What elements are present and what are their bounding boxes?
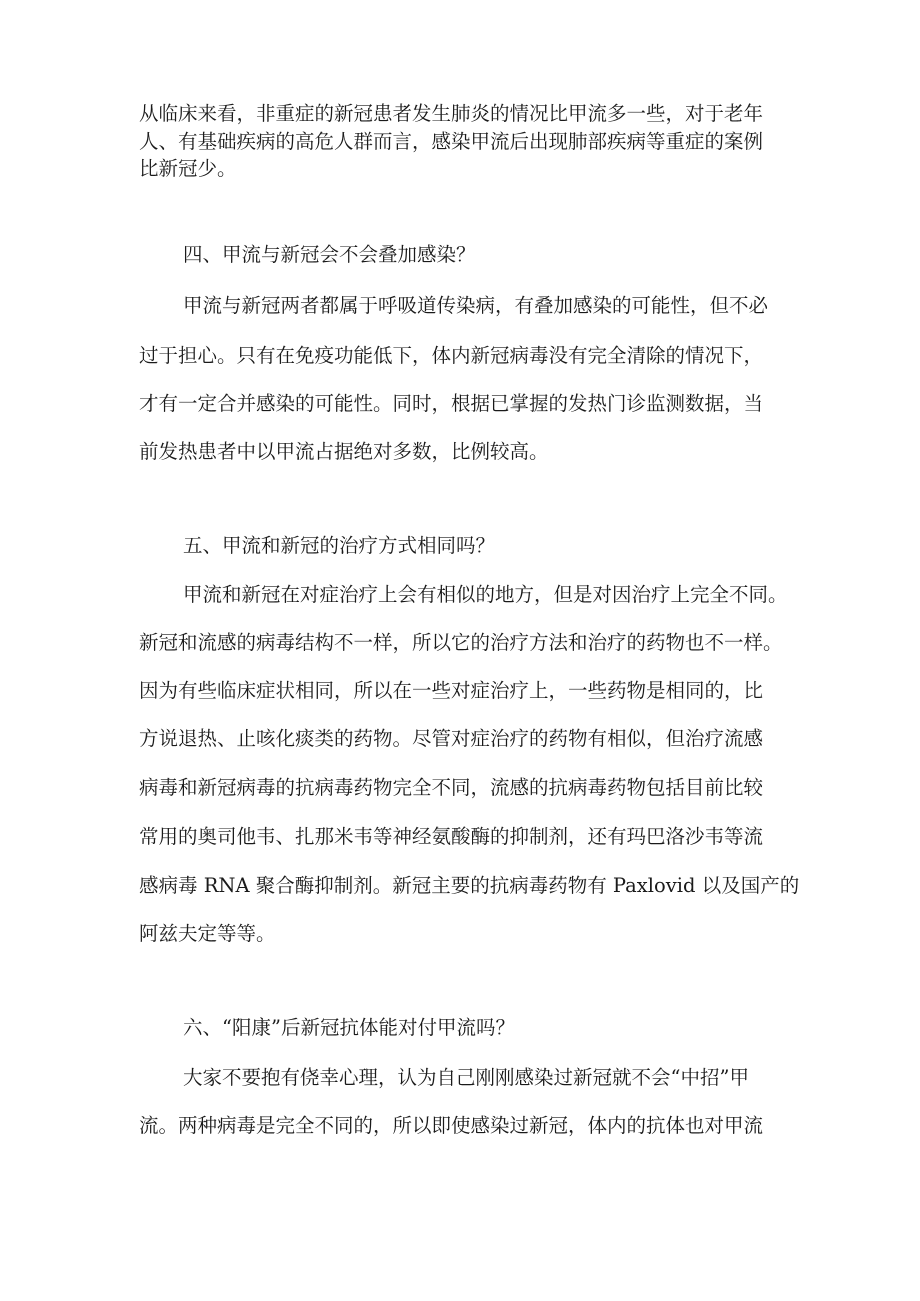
section-4-heading: 四、甲流与新冠会不会叠加感染？ — [183, 243, 476, 266]
section-5-line-1: 甲流和新冠在对症治疗上会有相似的地方，但是对因治疗上完全不同。 — [183, 583, 788, 606]
intro-line-3: 比新冠少。 — [139, 157, 237, 180]
section-5-line-2: 新冠和流感的病毒结构不一样，所以它的治疗方法和治疗的药物也不一样。 — [139, 631, 783, 654]
intro-line-1: 从临床来看，非重症的新冠患者发生肺炎的情况比甲流多一些，对于老年 — [139, 102, 764, 125]
section-4-line-1: 甲流与新冠两者都属于呼吸道传染病，有叠加感染的可能性，但不必 — [183, 294, 769, 317]
section-5-line-8: 阿兹夫定等等。 — [139, 922, 276, 945]
section-4-line-3: 才有一定合并感染的可能性。同时，根据已掌握的发热门诊监测数据，当 — [139, 392, 764, 415]
section-5-line-7: 感病毒 RNA 聚合酶抑制剂。新冠主要的抗病毒药物有 Paxlovid 以及国产的 — [139, 874, 800, 897]
section-5-line-6: 常用的奥司他韦、扎那米韦等神经氨酸酶的抑制剂，还有玛巴洛沙韦等流 — [139, 825, 764, 848]
section-5-heading: 五、甲流和新冠的治疗方式相同吗？ — [183, 534, 496, 557]
section-5-line-5: 病毒和新冠病毒的抗病毒药物完全不同，流感的抗病毒药物包括目前比较 — [139, 776, 764, 799]
section-6-line-2: 流。两种病毒是完全不同的，所以即使感染过新冠，体内的抗体也对甲流 — [139, 1114, 764, 1137]
section-4-line-4: 前发热患者中以甲流占据绝对多数，比例较高。 — [139, 440, 549, 463]
section-5-line-4: 方说退热、止咳化痰类的药物。尽管对症治疗的药物有相似，但治疗流感 — [139, 727, 764, 750]
section-5-line-3: 因为有些临床症状相同，所以在一些对症治疗上，一些药物是相同的，比 — [139, 679, 764, 702]
section-6-line-1: 大家不要抱有侥幸心理，认为自己刚刚感染过新冠就不会“中招”甲 — [183, 1066, 749, 1089]
section-6-heading: 六、“阳康”后新冠抗体能对付甲流吗？ — [183, 1016, 515, 1039]
section-4-line-2: 过于担心。只有在免疫功能低下，体内新冠病毒没有完全清除的情况下， — [139, 344, 764, 367]
intro-line-2: 人、有基础疾病的高危人群而言，感染甲流后出现肺部疾病等重症的案例 — [139, 130, 764, 153]
